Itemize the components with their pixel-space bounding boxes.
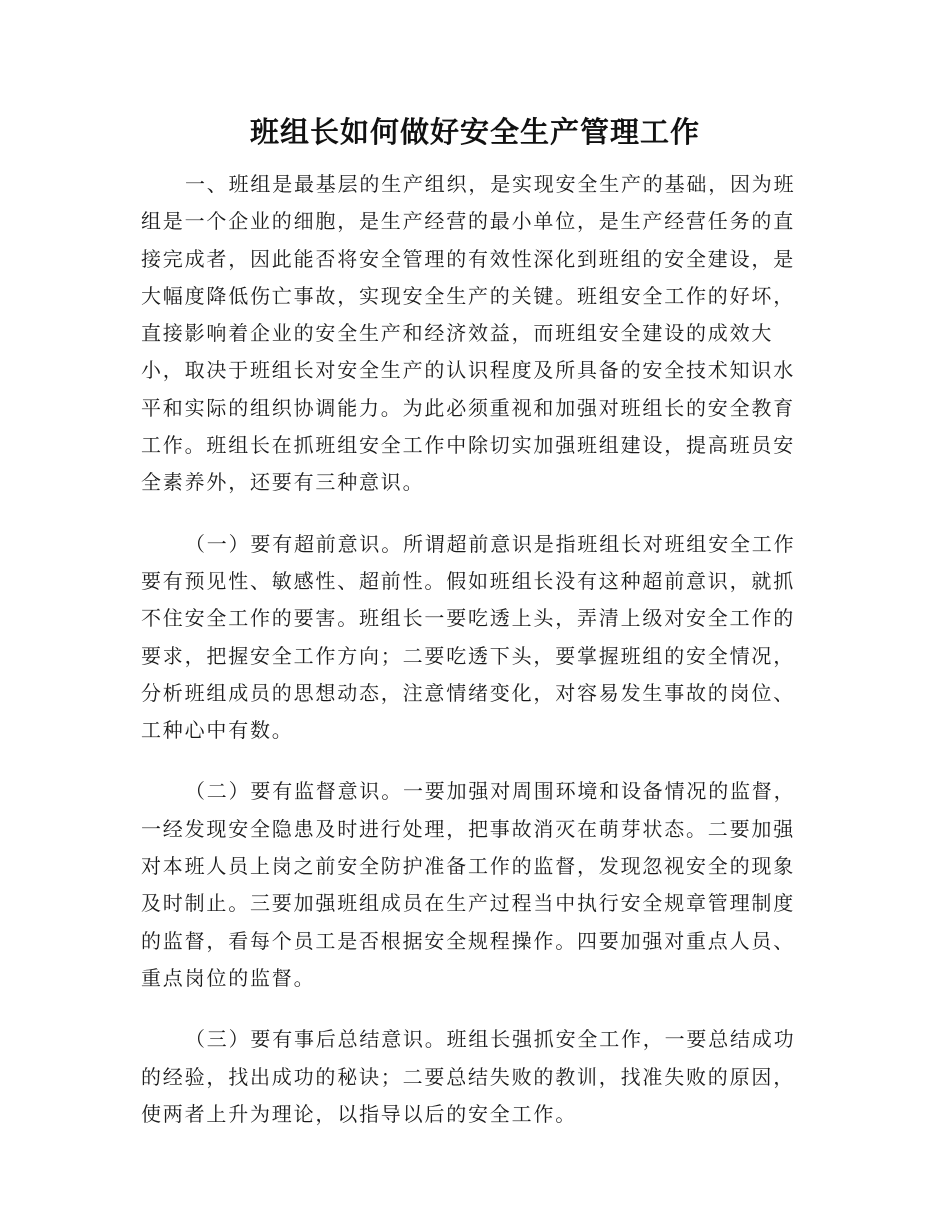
paragraph-intro: 一、班组是最基层的生产组织，是实现安全生产的基础，因为班组是一个企业的细胞，是生产经营的最小单位，是生产经营任务的直接完成者，因此能否将安全管理的有效性深化到班组的安全建设，是大幅度降低伤亡事故，实现安全生产的关键。班组安全工作的好坏，直接影响着企业的安全生产和经济效益，而班组安全建设的成效大小，取决于班组长对安全生产的认识程度及所具备的安全技术知识水平和实际的组织协调能力。为此必须重视和加强对班组长的安全教育工作。班组长在抓班组安全工作中除切实加强班组建设，提高班员安全素养外，还要有三种意识。 — [141, 172, 796, 495]
document-title: 班组长如何做好安全生产管理工作 — [249, 115, 700, 149]
paragraph-foresight: （一）要有超前意识。所谓超前意识是指班组长对班组安全工作要有预见性、敏感性、超前性。假如班组长没有这种超前意识，就抓不住安全工作的要害。班组长一要吃透上头，弄清上级对安全工作的要求，把握安全工作方向；二要吃透下头，要掌握班组的安全情况，分析班组成员的思想动态，注意情绪变化，对容易发生事故的岗位、工种心中有数。 — [141, 531, 796, 743]
paragraph-summary: （三）要有事后总结意识。班组长强抓安全工作，一要总结成功的经验，找出成功的秘诀；二要总结失败的教训，找准失败的原因，使两者上升为理论，以指导以后的安全工作。 — [141, 1027, 796, 1126]
paragraph-supervision: （二）要有监督意识。一要加强对周围环境和设备情况的监督，一经发现安全隐患及时进行处理，把事故消灭在萌芽状态。二要加强对本班人员上岗之前安全防护准备工作的监督，发现忽视安全的现象及时制止。三要加强班组成员在生产过程当中执行安全规章管理制度的监督，看每个员工是否根据安全规程操作。四要加强对重点人员、重点岗位的监督。 — [141, 779, 796, 990]
document-body — [141, 166, 799, 1157]
